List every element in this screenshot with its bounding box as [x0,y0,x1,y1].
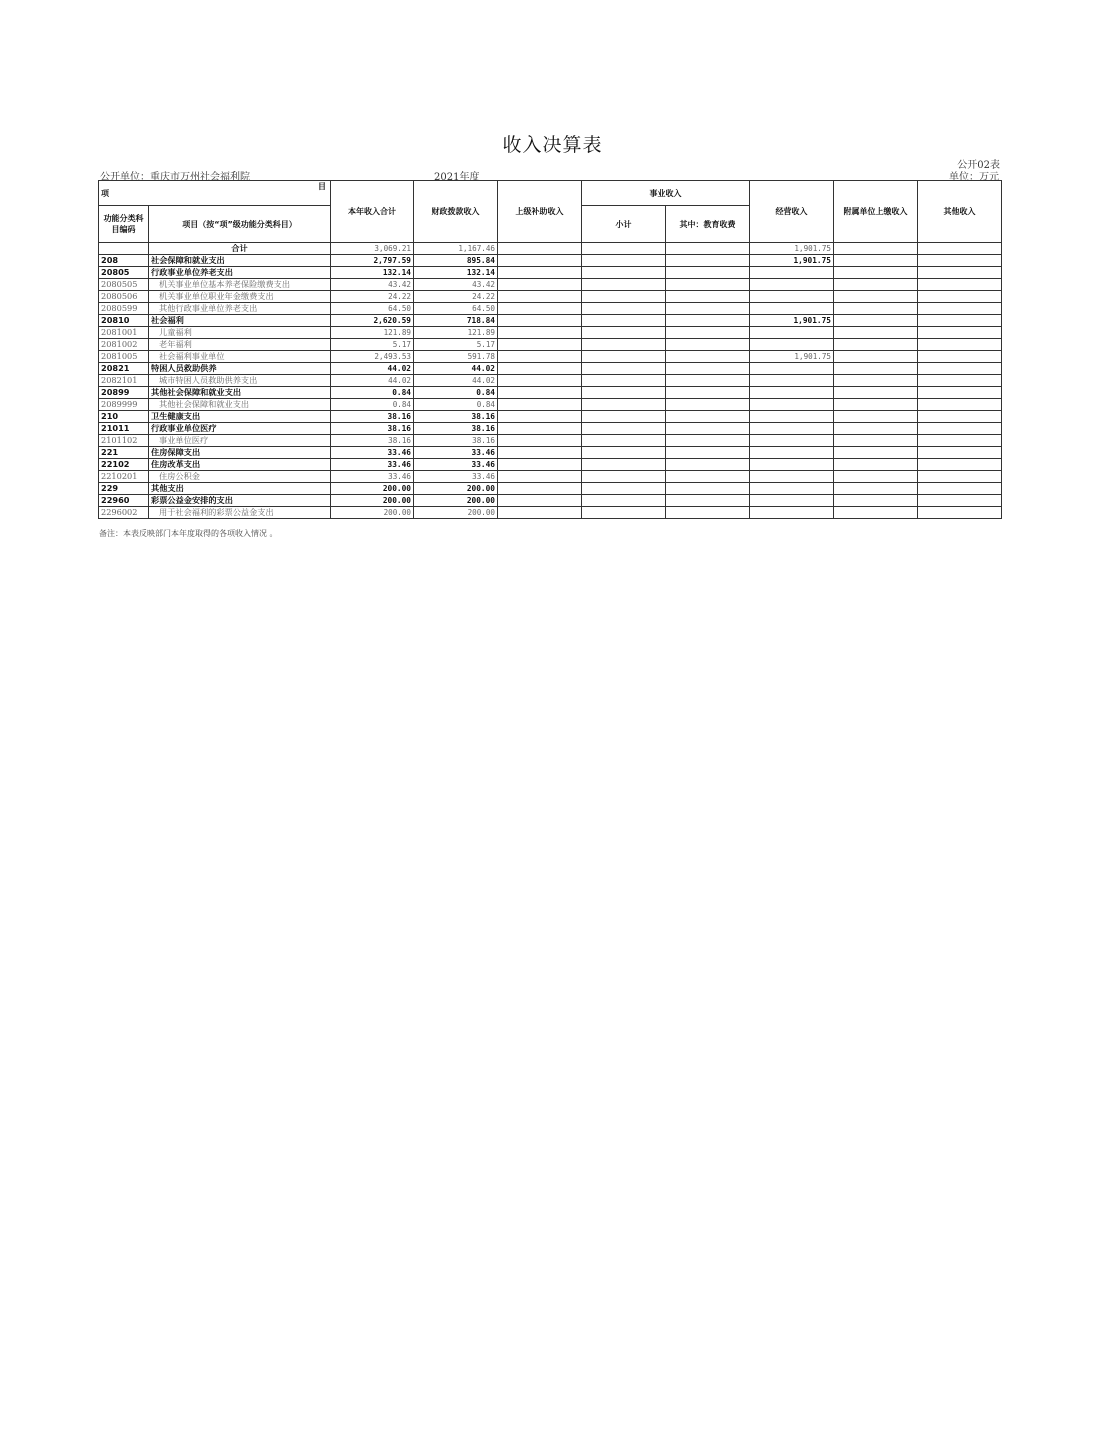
total-income-cell: 44.02 [331,363,414,375]
operating-cell [750,339,834,351]
name-cell: 用于社会福利的彩票公益金支出 [149,507,331,519]
fiscal-cell: 33.46 [414,471,498,483]
career-subtotal-cell [582,243,666,255]
code-cell: 2081001 [99,327,149,339]
table-row [99,267,1002,279]
career-subtotal-cell [582,483,666,495]
code-cell: 2081005 [99,351,149,363]
name-cell: 其他社会保障和就业支出 [149,387,331,399]
table-row [99,399,1002,411]
career-subtotal-cell [582,339,666,351]
table-row [99,351,1002,363]
fiscal-cell: 895.84 [414,255,498,267]
name-cell: 卫生健康支出 [149,411,331,423]
name-cell: 其他支出 [149,483,331,495]
code-cell: 2080505 [99,279,149,291]
career-subtotal-cell [582,471,666,483]
name-cell: 行政事业单位医疗 [149,423,331,435]
operating-cell: 1,901.75 [750,243,834,255]
career-subtotal-cell [582,459,666,471]
code-cell: 22102 [99,459,149,471]
career-subtotal-cell [582,387,666,399]
header-operating: 经营收入 [750,181,834,243]
table-row [99,387,1002,399]
table-row [99,411,1002,423]
total-income-cell: 44.02 [331,375,414,387]
name-cell: 社会福利 [149,315,331,327]
career-edu-cell [666,339,750,351]
other-cell [918,399,1002,411]
affiliated-cell [834,507,918,519]
name-cell: 特困人员救助供养 [149,363,331,375]
upper-subsidy-cell [498,387,582,399]
header-name: 项目（按“项”级功能分类科目） [149,206,331,243]
name-cell: 彩票公益金安排的支出 [149,495,331,507]
affiliated-cell [834,387,918,399]
career-subtotal-cell [582,423,666,435]
career-subtotal-cell [582,507,666,519]
operating-cell [750,471,834,483]
operating-cell [750,279,834,291]
career-subtotal-cell [582,411,666,423]
header-affiliated: 附属单位上缴收入 [834,181,918,243]
code-cell: 2080506 [99,291,149,303]
other-cell [918,327,1002,339]
fiscal-cell: 5.17 [414,339,498,351]
career-subtotal-cell [582,435,666,447]
other-cell [918,375,1002,387]
total-income-cell: 38.16 [331,411,414,423]
operating-cell [750,327,834,339]
career-subtotal-cell [582,495,666,507]
code-cell: 2101102 [99,435,149,447]
affiliated-cell [834,267,918,279]
affiliated-cell [834,411,918,423]
career-subtotal-cell [582,279,666,291]
upper-subsidy-cell [498,423,582,435]
other-cell [918,471,1002,483]
table-row [99,255,1002,267]
operating-cell [750,447,834,459]
name-cell: 老年福利 [149,339,331,351]
affiliated-cell [834,291,918,303]
fiscal-cell: 132.14 [414,267,498,279]
fiscal-cell: 38.16 [414,435,498,447]
other-cell [918,255,1002,267]
career-edu-cell [666,303,750,315]
career-edu-cell [666,375,750,387]
table-row [99,483,1002,495]
header-upper-subsidy: 上级补助收入 [498,181,582,243]
header-career-edu: 其中：教育收费 [666,206,750,243]
other-cell [918,435,1002,447]
code-cell: 2080599 [99,303,149,315]
table-header [99,181,1002,243]
fiscal-cell: 591.78 [414,351,498,363]
total-income-cell: 33.46 [331,447,414,459]
career-edu-cell [666,483,750,495]
fiscal-cell: 200.00 [414,495,498,507]
fiscal-cell: 24.22 [414,291,498,303]
total-income-cell: 33.46 [331,471,414,483]
operating-cell [750,507,834,519]
upper-subsidy-cell [498,267,582,279]
upper-subsidy-cell [498,399,582,411]
career-edu-cell [666,279,750,291]
career-edu-cell [666,291,750,303]
total-income-cell: 24.22 [331,291,414,303]
operating-cell [750,267,834,279]
operating-cell: 1,901.75 [750,315,834,327]
fiscal-cell: 44.02 [414,375,498,387]
upper-subsidy-cell [498,279,582,291]
code-cell: 2089999 [99,399,149,411]
operating-cell [750,375,834,387]
affiliated-cell [834,255,918,267]
affiliated-cell [834,339,918,351]
table-row [99,507,1002,519]
table-body [99,243,1002,519]
table-row [99,375,1002,387]
fiscal-cell: 43.42 [414,279,498,291]
upper-subsidy-cell [498,495,582,507]
upper-subsidy-cell [498,351,582,363]
fiscal-cell: 64.50 [414,303,498,315]
header-item [99,181,331,206]
career-edu-cell [666,387,750,399]
table-row [99,303,1002,315]
fiscal-cell: 121.89 [414,327,498,339]
fiscal-cell: 33.46 [414,459,498,471]
career-edu-cell [666,315,750,327]
table-row [99,339,1002,351]
affiliated-cell [834,351,918,363]
affiliated-cell [834,459,918,471]
operating-cell [750,363,834,375]
upper-subsidy-cell [498,291,582,303]
table-row [99,435,1002,447]
operating-cell [750,495,834,507]
fiscal-cell: 0.84 [414,399,498,411]
upper-subsidy-cell [498,327,582,339]
operating-cell [750,423,834,435]
fiscal-cell: 44.02 [414,363,498,375]
code-cell: 210 [99,411,149,423]
upper-subsidy-cell [498,483,582,495]
name-cell: 儿童福利 [149,327,331,339]
affiliated-cell [834,363,918,375]
career-edu-cell [666,459,750,471]
header-mu: 目 [318,182,326,191]
upper-subsidy-cell [498,507,582,519]
name-cell: 机关事业单位基本养老保险缴费支出 [149,279,331,291]
fiscal-cell: 1,167.46 [414,243,498,255]
operating-cell: 1,901.75 [750,351,834,363]
page-title: 收入决算表 [502,134,603,156]
org-label: 公开单位：重庆市万州社会福利院 [100,172,250,183]
name-cell: 机关事业单位职业年金缴费支出 [149,291,331,303]
operating-cell [750,303,834,315]
career-edu-cell [666,411,750,423]
career-edu-cell [666,507,750,519]
fiscal-cell: 38.16 [414,423,498,435]
code-cell: 20821 [99,363,149,375]
fiscal-cell: 0.84 [414,387,498,399]
career-edu-cell [666,423,750,435]
total-income-cell: 2,797.59 [331,255,414,267]
name-cell: 事业单位医疗 [149,435,331,447]
other-cell [918,267,1002,279]
name-cell: 住房公积金 [149,471,331,483]
table-row [99,291,1002,303]
total-income-cell: 2,620.59 [331,315,414,327]
other-cell [918,279,1002,291]
affiliated-cell [834,243,918,255]
fiscal-cell: 38.16 [414,411,498,423]
career-edu-cell [666,447,750,459]
affiliated-cell [834,423,918,435]
total-income-cell: 200.00 [331,507,414,519]
fiscal-cell: 33.46 [414,447,498,459]
header-code: 功能分类科目编码 [99,206,149,243]
affiliated-cell [834,303,918,315]
career-subtotal-cell [582,315,666,327]
upper-subsidy-cell [498,471,582,483]
upper-subsidy-cell [498,303,582,315]
operating-cell [750,411,834,423]
other-cell [918,363,1002,375]
header-total-income: 本年收入合计 [331,181,414,243]
other-cell [918,351,1002,363]
total-income-cell: 64.50 [331,303,414,315]
other-cell [918,387,1002,399]
total-income-cell: 2,493.53 [331,351,414,363]
total-income-cell: 38.16 [331,435,414,447]
fiscal-cell: 200.00 [414,507,498,519]
career-edu-cell [666,351,750,363]
operating-cell: 1,901.75 [750,255,834,267]
career-subtotal-cell [582,399,666,411]
income-table [98,180,1002,519]
career-edu-cell [666,267,750,279]
name-cell: 合计 [149,243,331,255]
name-cell: 其他行政事业单位养老支出 [149,303,331,315]
other-cell [918,315,1002,327]
year-label: 2021年度 [434,172,480,183]
upper-subsidy-cell [498,435,582,447]
total-income-cell: 0.84 [331,387,414,399]
career-edu-cell [666,471,750,483]
total-income-cell: 200.00 [331,495,414,507]
report-meta [98,168,1000,183]
career-subtotal-cell [582,303,666,315]
total-income-cell: 5.17 [331,339,414,351]
other-cell [918,507,1002,519]
other-cell [918,483,1002,495]
career-subtotal-cell [582,375,666,387]
affiliated-cell [834,495,918,507]
header-other: 其他收入 [918,181,1002,243]
total-row [99,243,1002,255]
name-cell: 城市特困人员救助供养支出 [149,375,331,387]
affiliated-cell [834,327,918,339]
other-cell [918,411,1002,423]
career-subtotal-cell [582,291,666,303]
header-career-subtotal: 小计 [582,206,666,243]
header-career: 事业收入 [582,181,750,206]
career-subtotal-cell [582,267,666,279]
affiliated-cell [834,399,918,411]
operating-cell [750,459,834,471]
affiliated-cell [834,471,918,483]
table-row [99,363,1002,375]
total-income-cell: 43.42 [331,279,414,291]
career-edu-cell [666,495,750,507]
other-cell [918,495,1002,507]
affiliated-cell [834,315,918,327]
affiliated-cell [834,435,918,447]
footnote: 备注：本表反映部门本年度取得的各项收入情况 。 [99,529,278,538]
upper-subsidy-cell [498,459,582,471]
name-cell: 社会福利事业单位 [149,351,331,363]
code-cell: 20805 [99,267,149,279]
code-cell [99,243,149,255]
career-subtotal-cell [582,351,666,363]
name-cell: 其他社会保障和就业支出 [149,399,331,411]
total-income-cell: 200.00 [331,483,414,495]
code-cell: 21011 [99,423,149,435]
affiliated-cell [834,447,918,459]
other-cell [918,303,1002,315]
career-edu-cell [666,243,750,255]
upper-subsidy-cell [498,375,582,387]
table-row [99,495,1002,507]
table-row [99,279,1002,291]
total-income-cell: 0.84 [331,399,414,411]
operating-cell [750,435,834,447]
other-cell [918,459,1002,471]
upper-subsidy-cell [498,255,582,267]
affiliated-cell [834,279,918,291]
code-cell: 2082101 [99,375,149,387]
other-cell [918,339,1002,351]
code-cell: 221 [99,447,149,459]
other-cell [918,243,1002,255]
upper-subsidy-cell [498,315,582,327]
table-row [99,423,1002,435]
name-cell: 行政事业单位养老支出 [149,267,331,279]
operating-cell [750,291,834,303]
upper-subsidy-cell [498,411,582,423]
table-row [99,447,1002,459]
upper-subsidy-cell [498,363,582,375]
form-code: 公开02表 [957,160,1000,171]
total-income-cell: 3,069.21 [331,243,414,255]
table-row [99,315,1002,327]
total-income-cell: 38.16 [331,423,414,435]
upper-subsidy-cell [498,243,582,255]
code-cell: 22960 [99,495,149,507]
name-cell: 住房保障支出 [149,447,331,459]
career-subtotal-cell [582,363,666,375]
table-row [99,327,1002,339]
code-cell: 229 [99,483,149,495]
career-subtotal-cell [582,255,666,267]
fiscal-cell: 718.84 [414,315,498,327]
code-cell: 20899 [99,387,149,399]
table-row [99,471,1002,483]
operating-cell [750,483,834,495]
code-cell: 20810 [99,315,149,327]
career-edu-cell [666,363,750,375]
upper-subsidy-cell [498,339,582,351]
total-income-cell: 33.46 [331,459,414,471]
table-row [99,459,1002,471]
other-cell [918,423,1002,435]
code-cell: 2296002 [99,507,149,519]
upper-subsidy-cell [498,447,582,459]
other-cell [918,291,1002,303]
career-edu-cell [666,435,750,447]
name-cell: 住房改革支出 [149,459,331,471]
career-edu-cell [666,399,750,411]
career-subtotal-cell [582,327,666,339]
operating-cell [750,399,834,411]
code-cell: 208 [99,255,149,267]
affiliated-cell [834,375,918,387]
career-edu-cell [666,255,750,267]
total-income-cell: 121.89 [331,327,414,339]
affiliated-cell [834,483,918,495]
code-cell: 2081002 [99,339,149,351]
name-cell: 社会保障和就业支出 [149,255,331,267]
unit-label: 单位：万元 [949,172,999,183]
career-subtotal-cell [582,447,666,459]
header-xiang: 项 [101,188,109,198]
other-cell [918,447,1002,459]
fiscal-cell: 200.00 [414,483,498,495]
operating-cell [750,387,834,399]
total-income-cell: 132.14 [331,267,414,279]
header-fiscal: 财政拨款收入 [414,181,498,243]
code-cell: 2210201 [99,471,149,483]
career-edu-cell [666,327,750,339]
